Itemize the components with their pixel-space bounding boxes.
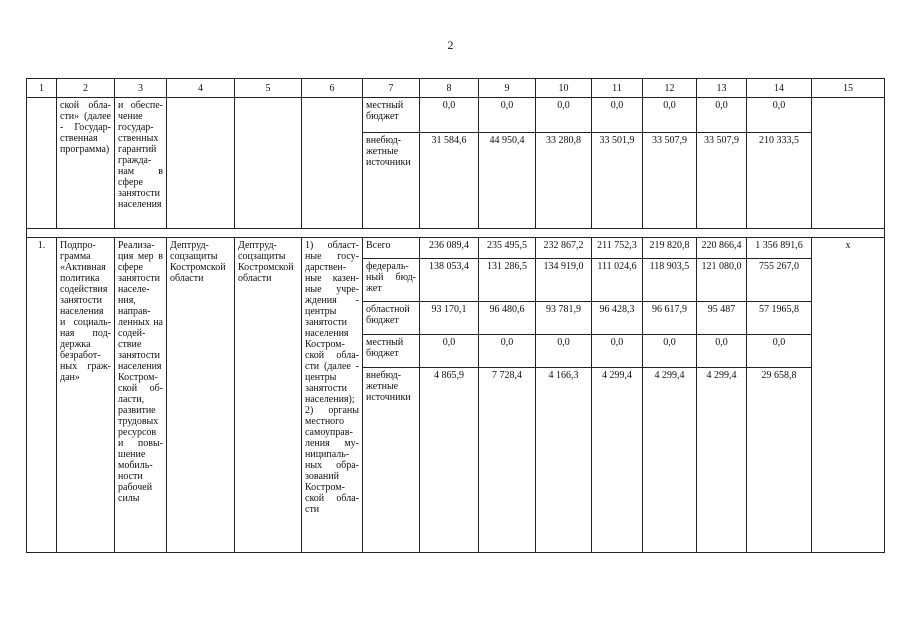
header-cell: 1 (27, 79, 57, 98)
value-cell: 96 428,3 (592, 302, 643, 335)
value-cell: 0,0 (536, 98, 592, 133)
value-cell: 29 658,8 (747, 368, 812, 553)
cont-col5 (235, 98, 302, 229)
subprogram-col15: х (812, 238, 885, 553)
value-cell: 4 299,4 (697, 368, 747, 553)
value-cell: 138 053,4 (420, 259, 479, 302)
value-cell: 0,0 (643, 98, 697, 133)
program-table (26, 78, 885, 553)
header-cell: 5 (235, 79, 302, 98)
page-number: 2 (447, 38, 454, 52)
value-cell: 0,0 (697, 335, 747, 368)
header-cell: 6 (302, 79, 363, 98)
value-cell: 1 356 891,6 (747, 238, 812, 259)
value-cell: 219 820,8 (643, 238, 697, 259)
cont-program-name: ской обла-сти» (далее - Государ-ственная программа) (57, 98, 115, 229)
value-cell: 236 089,4 (420, 238, 479, 259)
header-cell: 3 (115, 79, 167, 98)
participants: 1) област-ные госу-дарствен-ные казен-ные учре-ждения - центры занятости населения Костром-ской обла-сти (далее - центры занятости населения); 2) органы местного самоуправ-ления му-ниципаль-ных обра-зований Костром-ской обла-сти (302, 238, 363, 553)
funding-source: местный бюджет (363, 335, 420, 368)
value-cell: 0,0 (592, 98, 643, 133)
value-cell: 7 728,4 (479, 368, 536, 553)
responsible-executor: Дептруд-соцзащиты Костромской области (167, 238, 235, 553)
header-cell: 10 (536, 79, 592, 98)
separator-row (27, 229, 885, 238)
value-cell: 0,0 (643, 335, 697, 368)
subprogram-number: 1. (27, 238, 57, 553)
separator-cell (27, 229, 885, 238)
cont-col1 (27, 98, 57, 229)
cont-col4 (167, 98, 235, 229)
value-cell: 0,0 (420, 98, 479, 133)
value-cell: 31 584,6 (420, 133, 479, 229)
value-cell: 44 950,4 (479, 133, 536, 229)
cont-program-goal: и обеспе-чение государ-ственных гарантий гражда-нам в сфере занятости населения (115, 98, 167, 229)
value-cell: 4 299,4 (643, 368, 697, 553)
funding-source: местный бюджет (363, 98, 420, 133)
value-cell: 4 166,3 (536, 368, 592, 553)
value-cell: 232 867,2 (536, 238, 592, 259)
table-row (27, 98, 885, 133)
subprogram-name: Подпро-грамма «Активная политика содействия занятости населения и социаль-ная под-держка безработ-ных граж-дан» (57, 238, 115, 553)
value-cell: 93 781,9 (536, 302, 592, 335)
co-executor: Дептруд-соцзащиты Костромской области (235, 238, 302, 553)
value-cell: 96 480,6 (479, 302, 536, 335)
value-cell: 0,0 (747, 335, 812, 368)
value-cell: 118 903,5 (643, 259, 697, 302)
value-cell: 210 333,5 (747, 133, 812, 229)
table-row (27, 238, 885, 259)
value-cell: 33 280,8 (536, 133, 592, 229)
value-cell: 134 919,0 (536, 259, 592, 302)
value-cell: 0,0 (479, 335, 536, 368)
header-cell: 11 (592, 79, 643, 98)
header-cell: 14 (747, 79, 812, 98)
header-cell: 12 (643, 79, 697, 98)
header-cell: 13 (697, 79, 747, 98)
funding-source: Всего (363, 238, 420, 259)
value-cell: 220 866,4 (697, 238, 747, 259)
value-cell: 4 299,4 (592, 368, 643, 553)
cont-col15 (812, 98, 885, 229)
header-cell: 8 (420, 79, 479, 98)
value-cell: 131 286,5 (479, 259, 536, 302)
value-cell: 111 024,6 (592, 259, 643, 302)
value-cell: 33 507,9 (643, 133, 697, 229)
value-cell: 211 752,3 (592, 238, 643, 259)
value-cell: 33 501,9 (592, 133, 643, 229)
value-cell: 0,0 (479, 98, 536, 133)
subprogram-goal: Реализа-ция мер в сфере занятости населе-ния, направ-ленных на содей-ствие занятости населения Костром-ской об-ласти, развитие трудовых ресурсов и повы-шение мобиль-ности рабочей силы (115, 238, 167, 553)
value-cell: 0,0 (697, 98, 747, 133)
cont-col6 (302, 98, 363, 229)
header-cell: 15 (812, 79, 885, 98)
header-cell: 2 (57, 79, 115, 98)
header-cell: 4 (167, 79, 235, 98)
value-cell: 0,0 (747, 98, 812, 133)
value-cell: 96 617,9 (643, 302, 697, 335)
value-cell: 33 507,9 (697, 133, 747, 229)
value-cell: 93 170,1 (420, 302, 479, 335)
value-cell: 755 267,0 (747, 259, 812, 302)
value-cell: 0,0 (420, 335, 479, 368)
funding-source: федераль-ный бюд-жет (363, 259, 420, 302)
funding-source: внебюд-жетные источники (363, 133, 420, 229)
funding-source: внебюд-жетные источники (363, 368, 420, 553)
value-cell: 0,0 (536, 335, 592, 368)
header-cell: 9 (479, 79, 536, 98)
header-row (27, 79, 885, 98)
value-cell: 121 080,0 (697, 259, 747, 302)
value-cell: 57 1965,8 (747, 302, 812, 335)
value-cell: 0,0 (592, 335, 643, 368)
value-cell: 4 865,9 (420, 368, 479, 553)
value-cell: 235 495,5 (479, 238, 536, 259)
funding-source: областной бюджет (363, 302, 420, 335)
value-cell: 95 487 (697, 302, 747, 335)
header-cell: 7 (363, 79, 420, 98)
